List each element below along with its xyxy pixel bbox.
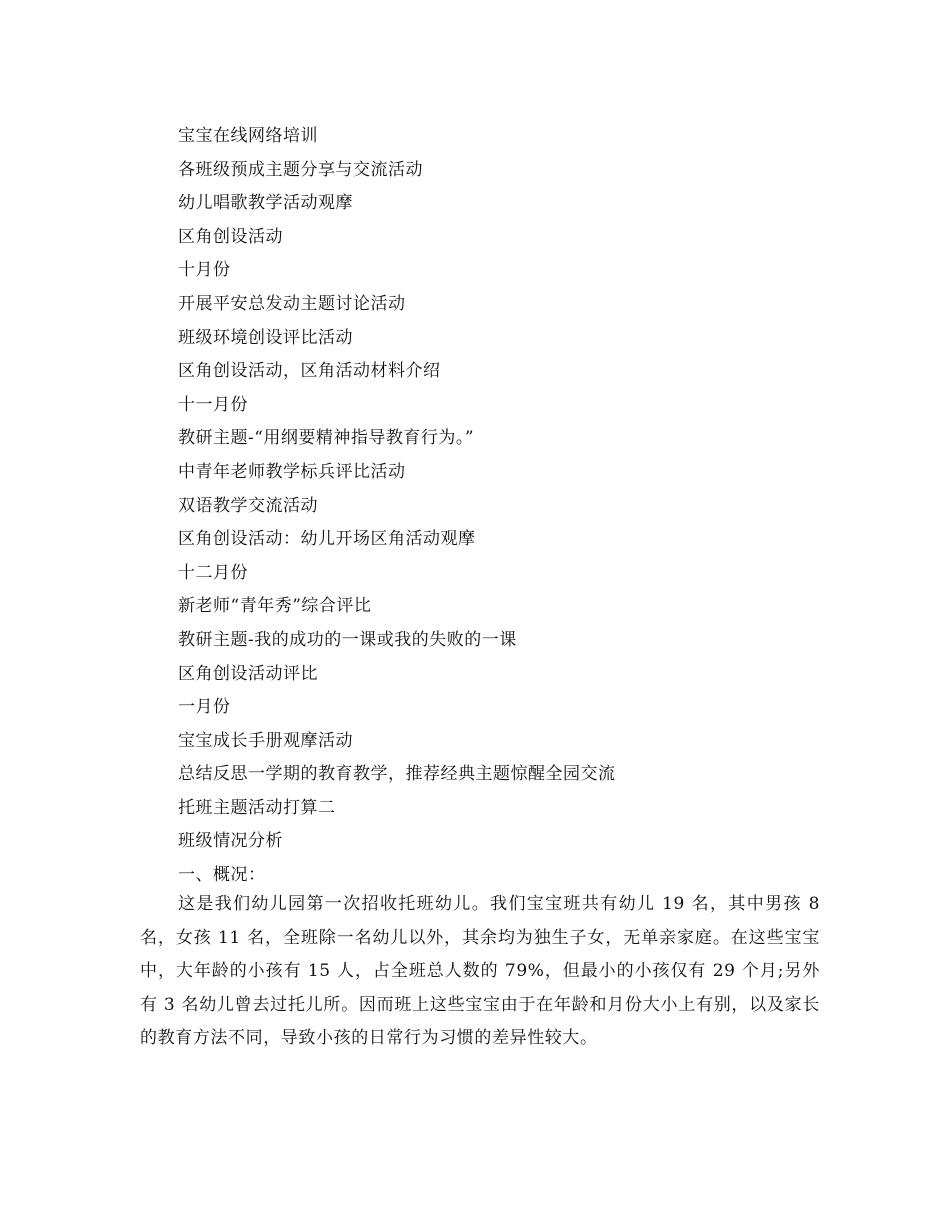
text-line: 开展平安总发动主题讨论活动 — [178, 293, 406, 314]
text-line: 教研主题-“用纲要精神指导教育行为。” — [178, 428, 475, 449]
text-line: 教研主题-我的成功的一课或我的失败的一课 — [178, 629, 517, 650]
text-line: 新老师“青年秀”综合评比 — [178, 596, 372, 617]
text-line: 幼儿唱歌教学活动观摩 — [178, 193, 353, 214]
text-line: 区角创设活动 — [178, 226, 283, 247]
overview-paragraph: 这是我们幼儿园第一次招收托班幼儿。我们宝宝班共有幼儿 19 名，其中男孩 8 名，女孩 11 名，全班除一名幼儿以外，其余均为独生子女，无单亲家庭。在这些宝宝中，大年龄的小孩有 15 人，占全班总人数的 79%，但最小的小孩仅有 29 个月;另外有 3 名幼儿曾去过托儿所。因而班上这些宝宝由于在年龄和月份大小上有别，以及家长的教育方法不同，导致小孩的日常行为习惯的差异性较大。 — [140, 894, 820, 1049]
month-heading: 一月份 — [178, 697, 231, 718]
text-line: 各班级预成主题分享与交流活动 — [178, 159, 423, 180]
text-line: 区角创设活动评比 — [178, 663, 318, 684]
text-line: 总结反思一学期的教育教学，推荐经典主题惊醒全园交流 — [178, 764, 616, 785]
plan-line-list — [178, 120, 858, 893]
text-line: 班级环境创设评比活动 — [178, 327, 353, 348]
text-line: 区角创设活动：幼儿开场区角活动观摩 — [178, 529, 476, 550]
month-heading: 十月份 — [178, 260, 231, 281]
text-line: 中青年老师教学标兵评比活动 — [178, 461, 406, 482]
month-heading: 十二月份 — [178, 562, 248, 583]
text-line: 宝宝成长手册观摩活动 — [178, 730, 353, 751]
text-line: 双语教学交流活动 — [178, 495, 318, 516]
section-heading: 一、概况： — [178, 865, 266, 886]
text-line: 宝宝在线网络培训 — [178, 126, 318, 146]
text-line: 区角创设活动，区角活动材料介绍 — [178, 361, 441, 382]
section-subtitle: 班级情况分析 — [178, 831, 283, 852]
month-heading: 十一月份 — [178, 394, 248, 415]
section-title: 托班主题活动打算二 — [178, 797, 336, 818]
